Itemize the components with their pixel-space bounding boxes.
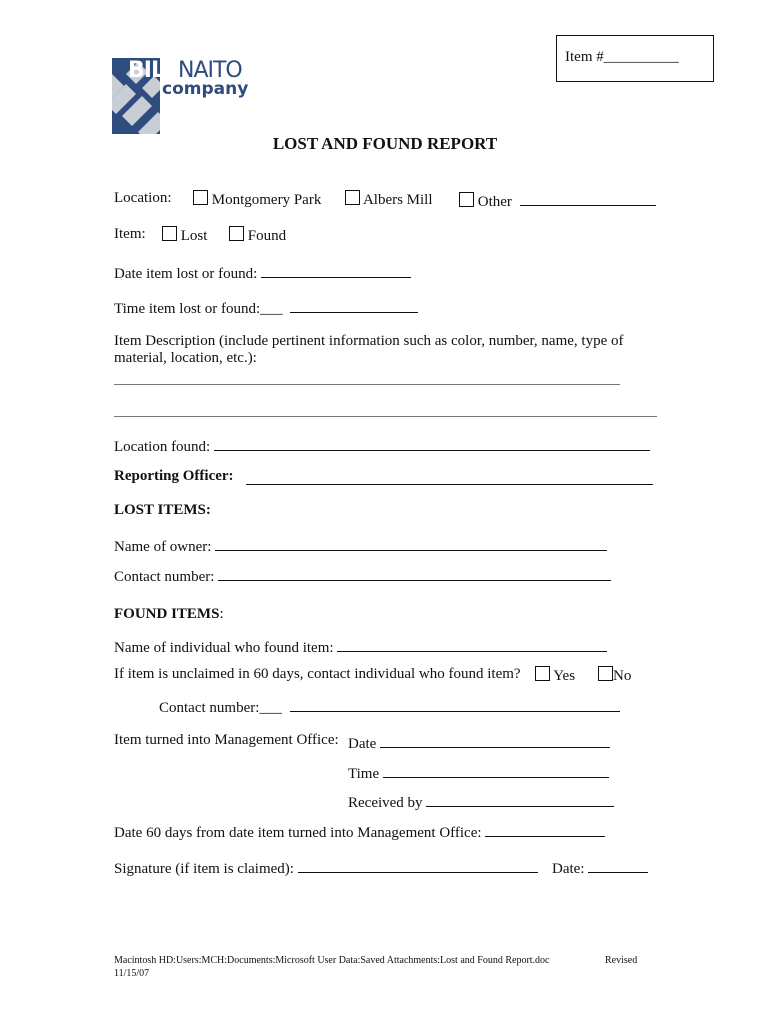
item-number-box	[556, 35, 714, 82]
unclaimed-option-no[interactable]	[598, 666, 631, 685]
date-lost-found-row	[114, 262, 411, 283]
management-office-label: Item turned into Management Office:	[114, 732, 339, 748]
finder-contact-row	[159, 696, 620, 717]
footer-date: 11/15/07	[114, 968, 150, 979]
other-location-field[interactable]	[520, 190, 656, 206]
albers-mill-label: Albers Mill	[362, 192, 433, 208]
mgmt-received-by-row	[348, 791, 614, 812]
logo-text-bill: BILL	[128, 58, 177, 83]
owner-row	[114, 535, 607, 556]
location-option-albers-mill[interactable]	[345, 190, 433, 209]
mgmt-time-row	[348, 762, 609, 783]
found-items-heading: FOUND ITEMS	[114, 606, 220, 622]
checkbox-other[interactable]	[459, 192, 474, 207]
company-logo	[112, 58, 258, 134]
owner-field[interactable]	[215, 535, 607, 551]
logo-text-naito: NAITO	[178, 58, 242, 83]
no-label: No	[613, 668, 632, 684]
description-line-2[interactable]	[114, 416, 657, 417]
mgmt-date-field[interactable]	[380, 732, 610, 748]
item-number-field[interactable]: Item #__________	[565, 49, 679, 65]
signature-field[interactable]	[298, 857, 538, 873]
location-option-montgomery-park[interactable]	[193, 190, 321, 209]
sixty-days-label: Date 60 days from date item turned into Management Office:	[114, 825, 482, 841]
date-lost-found-field[interactable]	[261, 262, 411, 278]
footer-revised: Revised	[605, 955, 638, 966]
signature-label: Signature (if item is claimed):	[114, 861, 294, 877]
location-found-row	[114, 435, 650, 456]
time-lost-found-field[interactable]	[290, 297, 418, 313]
logo-text-company: company	[162, 79, 249, 99]
signature-date-field[interactable]	[588, 857, 648, 873]
mgmt-date-label: Date	[348, 736, 377, 752]
yes-label: Yes	[553, 668, 576, 684]
checkbox-no[interactable]	[598, 666, 613, 681]
lost-contact-row	[114, 565, 611, 586]
location-label: Location:	[114, 190, 172, 206]
lost-items-heading: LOST ITEMS:	[114, 502, 211, 518]
footer-file-path: Macintosh HD:Users:MCH:Documents:Microsoft User Data:Saved Attachments:Lost and Found Report.doc	[114, 955, 550, 966]
checkbox-found[interactable]	[229, 226, 244, 241]
time-lost-found-row	[114, 297, 418, 318]
finder-row	[114, 636, 607, 657]
location-found-label: Location found:	[114, 439, 211, 455]
description-line-1[interactable]	[114, 384, 620, 385]
time-lost-found-label: Time item lost or found:___	[114, 301, 283, 317]
checkbox-montgomery-park[interactable]	[193, 190, 208, 205]
found-items-heading-row	[114, 606, 224, 623]
mgmt-time-label: Time	[348, 766, 380, 782]
owner-label: Name of owner:	[114, 539, 212, 555]
item-label: Item:	[114, 226, 146, 242]
page-title: LOST AND FOUND REPORT	[272, 134, 498, 153]
checkbox-albers-mill[interactable]	[345, 190, 360, 205]
finder-label: Name of individual who found item:	[114, 640, 334, 656]
reporting-officer-field[interactable]	[246, 484, 653, 485]
mgmt-time-field[interactable]	[383, 762, 609, 778]
unclaimed-question: If item is unclaimed in 60 days, contact individual who found item?	[114, 666, 521, 682]
other-label: Other	[477, 194, 512, 210]
found-label: Found	[247, 228, 287, 244]
mgmt-received-by-label: Received by	[348, 795, 423, 811]
item-option-lost[interactable]	[162, 226, 207, 245]
description-label-line2: material, location, etc.):	[114, 350, 257, 366]
description-label-line1: Item Description (include pertinent information such as color, number, name, type of	[114, 333, 624, 349]
montgomery-park-label: Montgomery Park	[211, 192, 322, 208]
finder-contact-field[interactable]	[290, 696, 620, 712]
finder-field[interactable]	[337, 636, 607, 652]
location-option-other[interactable]	[459, 190, 656, 211]
lost-contact-label: Contact number:	[114, 569, 215, 585]
checkbox-lost[interactable]	[162, 226, 177, 241]
finder-contact-label: Contact number:___	[159, 700, 282, 716]
lost-label: Lost	[180, 228, 208, 244]
unclaimed-option-yes[interactable]	[535, 666, 575, 685]
date-lost-found-label: Date item lost or found:	[114, 266, 258, 282]
found-items-heading-colon: :	[219, 606, 224, 622]
item-option-found[interactable]	[229, 226, 286, 245]
signature-row	[114, 857, 538, 878]
sixty-days-field[interactable]	[485, 821, 605, 837]
mgmt-date-row	[348, 732, 610, 753]
signature-date-row	[552, 857, 648, 878]
checkbox-yes[interactable]	[535, 666, 550, 681]
sixty-days-row	[114, 821, 605, 842]
signature-date-label: Date:	[552, 861, 585, 877]
location-found-field[interactable]	[214, 435, 650, 451]
lost-contact-field[interactable]	[218, 565, 611, 581]
reporting-officer-label: Reporting Officer:	[114, 468, 234, 484]
mgmt-received-by-field[interactable]	[426, 791, 614, 807]
